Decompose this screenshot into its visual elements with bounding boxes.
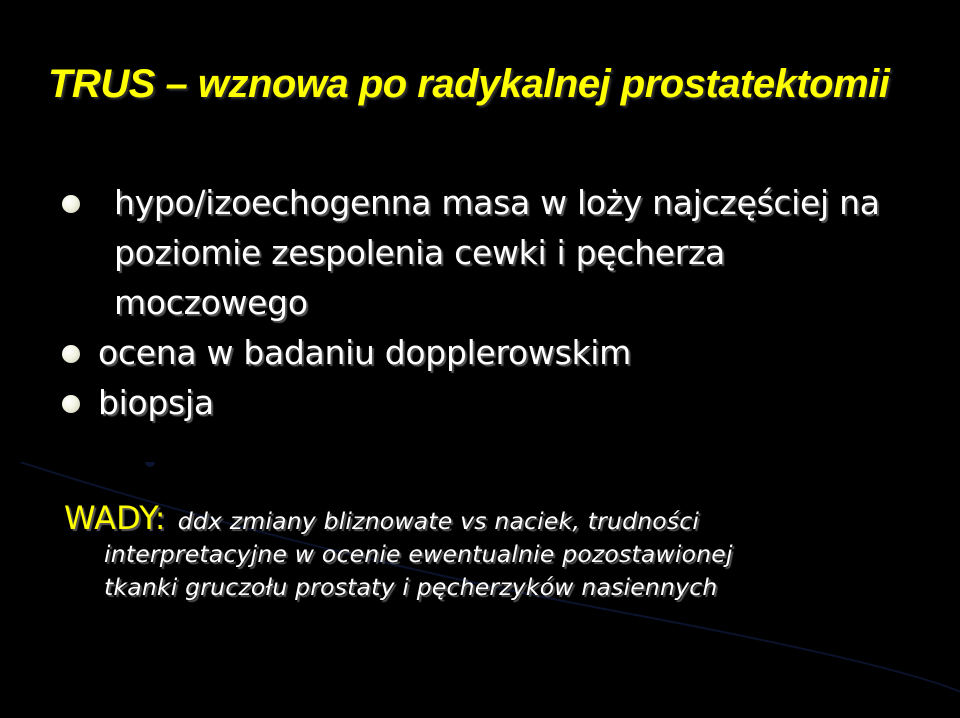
bullet-item <box>62 178 922 328</box>
drawbacks-line-2: interpretacyjne w ocenie ewentualnie pozostawionej <box>104 540 733 568</box>
drawbacks-label: WADY: <box>64 499 166 537</box>
drawbacks-paragraph <box>64 499 924 604</box>
bullet-icon <box>62 345 80 363</box>
bullet-icon <box>62 395 80 413</box>
bullet-icon <box>62 195 80 213</box>
bullet-text: ocena w badaniu dopplerowskim <box>98 333 632 372</box>
bullet-list <box>62 178 922 428</box>
bullet-text: biopsja <box>98 383 214 422</box>
slide-title: TRUS – wznowa po radykalnej prostatektomii <box>48 62 890 106</box>
drawbacks-line-3: tkanki gruczołu prostaty i pęcherzyków nasiennych <box>104 573 718 601</box>
drawbacks-line-1: ddx zmiany bliznowate vs naciek, trudności <box>177 507 700 535</box>
bullet-item <box>62 378 922 428</box>
bullet-text: hypo/izoechogenna masa w loży najczęściej na poziomie zespolenia cewki i pęcherza moczowego <box>114 183 880 322</box>
bullet-item <box>62 328 922 378</box>
